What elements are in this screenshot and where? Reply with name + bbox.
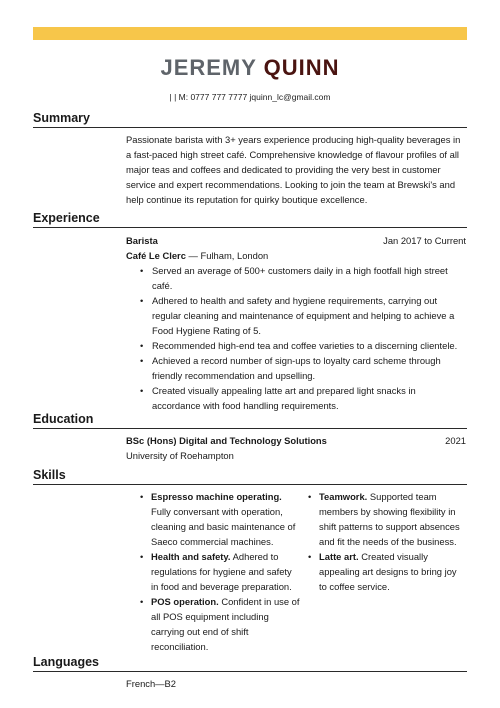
list-item: French—B2 bbox=[126, 678, 177, 689]
skill-name: Espresso machine operating. bbox=[151, 491, 282, 502]
skill-description: Fully conversant with operation, cleaning and basic maintenance of Saeco commercial machines. bbox=[151, 506, 296, 547]
skill-name: Latte art. bbox=[319, 551, 359, 562]
summary-text: Passionate barista with 3+ years experience producing high-quality beverages in a fast-paced high street café. Comprehensive knowledge of flavour profiles of all major teas and coffees and dedicated to providing the very best in customer service and expert recommendations. Looking to join the team at Brewski's and help continue its reputation for quirky boutique excellence. bbox=[126, 134, 461, 205]
skill-description: Confident in use of all POS equipment including carrying out end of shift reconciliation. bbox=[151, 596, 300, 652]
list-item bbox=[140, 489, 300, 549]
languages-divider bbox=[33, 671, 467, 672]
list-item: • Served an average of 500+ customers daily in a high footfall high street café. bbox=[140, 263, 466, 293]
job-dates: Jan 2017 to Current bbox=[383, 235, 466, 246]
skill-description: Adhered to regulations for hygiene and safety in food and beverage preparation. bbox=[151, 551, 292, 592]
experience-divider bbox=[33, 227, 467, 228]
skills-grid bbox=[140, 489, 466, 654]
list-item: • Achieved a record number of sign-ups to loyalty card scheme through friendly recommendation and upselling. bbox=[140, 353, 466, 383]
languages-heading: Languages bbox=[33, 655, 99, 669]
job-title: Barista bbox=[126, 235, 158, 246]
skill-name: POS operation. bbox=[151, 596, 219, 607]
summary-heading: Summary bbox=[33, 111, 90, 125]
list-item: • Created visually appealing latte art and prepared light snacks in accordance with food handling requirements. bbox=[140, 383, 466, 413]
school-name: University of Roehampton bbox=[126, 450, 234, 461]
skill-description: Supported team members by showing flexibility in shift patterns to support absences and fit the needs of the business. bbox=[319, 491, 460, 547]
education-divider bbox=[33, 428, 467, 429]
experience-heading: Experience bbox=[33, 211, 100, 225]
list-item bbox=[140, 594, 300, 654]
experience-entry bbox=[126, 233, 466, 413]
skills-divider bbox=[33, 484, 467, 485]
list-item bbox=[140, 549, 300, 594]
summary-divider bbox=[33, 127, 467, 128]
list-item bbox=[308, 489, 466, 549]
skills-left-column bbox=[140, 489, 308, 654]
languages-list bbox=[126, 676, 466, 691]
job-header-row bbox=[126, 233, 466, 248]
skill-description: Created visually appealing art designs to bring joy to coffee service. bbox=[319, 551, 457, 592]
last-name: QUINN bbox=[263, 55, 340, 80]
header-accent-bar bbox=[33, 27, 467, 40]
degree-year: 2021 bbox=[445, 435, 466, 446]
skills-heading: Skills bbox=[33, 468, 66, 482]
list-item bbox=[308, 549, 466, 594]
education-heading: Education bbox=[33, 412, 94, 426]
employer-name: Café Le Clerc bbox=[126, 250, 186, 261]
degree-name: BSc (Hons) Digital and Technology Solutions bbox=[126, 435, 327, 446]
education-entry bbox=[126, 433, 466, 463]
experience-bullets bbox=[140, 263, 466, 413]
skills-right-column bbox=[308, 489, 466, 654]
contact-line: | | M: 0777 777 7777 jquinn_lc@gmail.com bbox=[169, 92, 331, 102]
employer-line bbox=[126, 248, 466, 263]
first-name: JEREMY bbox=[160, 55, 257, 80]
degree-row bbox=[126, 433, 466, 448]
employer-location: — Fulham, London bbox=[185, 250, 269, 261]
skill-name: Health and safety. bbox=[151, 551, 231, 562]
list-item: • Adhered to health and safety and hygiene requirements, carrying out regular cleaning and maintenance of equipment and helping to achieve a Food Hygiene Rating of 5. bbox=[140, 293, 466, 338]
list-item: • Recommended high-end tea and coffee varieties to a discerning clientele. bbox=[140, 338, 466, 353]
candidate-name bbox=[0, 55, 500, 81]
skill-name: Teamwork. bbox=[319, 491, 368, 502]
